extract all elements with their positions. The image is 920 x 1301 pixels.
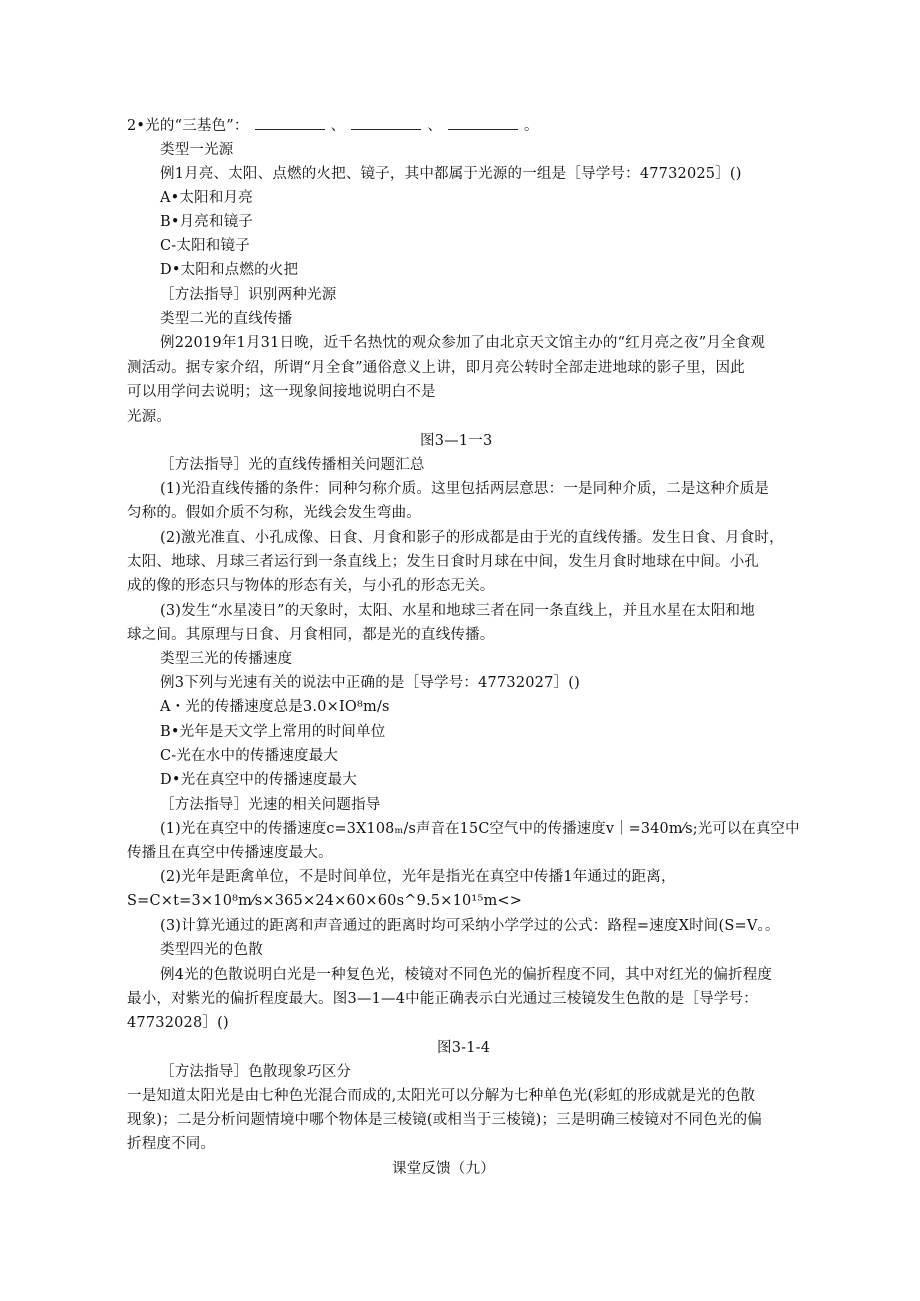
figure-caption: 图3-1-4 [437, 1040, 491, 1056]
option-c: C-光在水中的传播速度最大 [160, 748, 339, 764]
example-question: 例3下列与光速有关的说法中正确的是［导学号：47732027］() [160, 675, 580, 691]
paragraph-line: 光源。 [127, 409, 172, 425]
paragraph-line: (2)光年是距禽单位，不是时间单位，光年是指光在真空中传播1年通过的距离， [160, 869, 676, 885]
formula-line: S=C×t=3×10⁸m⁄s×365×24×60×60s^9.5×10¹⁵m<> [127, 893, 523, 909]
paragraph-line: 太阳、地球、月球三者运行到一条直线上；发生日食时月球在中间，发生月食时地球在中间。小孔 [127, 554, 760, 570]
paragraph-line: 测活动。据专家介绍，所谓“月全食”通俗意义上讲，即月亮公转时全部走进地球的影子里，因此 [127, 360, 745, 376]
answer-blank-1 [255, 115, 325, 130]
option-c: C-太阳和镜子 [160, 238, 250, 254]
paragraph-line: (3)计算光通过的距离和声音通过的距离时均可采纳小学学过的公式：路程=速度X时间(S=V。。 [160, 918, 780, 934]
paragraph-line: (1)光在真空中的传播速度c=3X108ₘ/s声音在15C空气中的传播速度v｜=340m⁄s;光可以在真空中 [160, 821, 800, 837]
separator: 、 [330, 118, 346, 134]
answer-blank-2 [351, 115, 421, 130]
method-guide: ［方法指导］识别两种光源 [160, 287, 337, 303]
example-question: 例1月亮、太阳、点燃的火把、镜子，其中都属于光源的一组是［导学号：47732025］() [160, 166, 742, 182]
paragraph-line: 最小，对紫光的偏折程度最大。图3—1—4中能正确表示白光通过三棱镜发生色散的是［导学号： [127, 991, 758, 1007]
method-guide: ［方法指导］光速的相关问题指导 [160, 797, 381, 813]
example-question: 例4光的色散说明白光是一种复色光，棱镜对不同色光的偏折程度不同，其中对红光的偏折程度 [160, 967, 773, 983]
paragraph-line: 现象)；二是分析问题情境中哪个物体是三棱镜(或相当于三棱镜)；三是明确三棱镜对不同色光的偏 [127, 1112, 762, 1128]
option-d: D•光在真空中的传播速度最大 [160, 772, 357, 788]
paragraph-line: (2)激光准直、小孔成像、日食、月食和影子的形成都是由于光的直线传播。发生日食、月食时， [160, 530, 784, 546]
section-title: 课堂反馈（九） [392, 1161, 495, 1177]
paragraph-line: 球之间。其原理与日食、月食相同，都是光的直线传播。 [127, 627, 495, 643]
separator: 、 [427, 118, 443, 134]
question-prefix: 2•光的“三基色”： [127, 118, 249, 134]
paragraph-line: 成的像的形态只与物体的形态有关，与小孔的形态无关。 [127, 578, 495, 594]
option-b: B•月亮和镜子 [160, 214, 254, 230]
paragraph-line: 折程度不同。 [127, 1136, 216, 1152]
example-question: 例22019年1月31日晚，近千名热忱的观众参加了由北京天文馆主办的“红月亮之夜”月全食观 [160, 335, 766, 351]
option-d: D•太阳和点燃的火把 [160, 262, 299, 278]
paragraph-line: 匀称的。假如介质不匀称，光线会发生弯曲。 [127, 505, 421, 521]
paragraph-line: 47732028］() [127, 1015, 229, 1031]
method-guide: ［方法指导］色散现象巧区分 [160, 1064, 352, 1080]
paragraph-line: 一是知道太阳光是由七种色光混合而成的,太阳光可以分解为七种单色光(彩虹的形成就是光的色散 [127, 1088, 756, 1104]
question-three-primary-colors [127, 115, 539, 136]
section-heading: 类型二光的直线传播 [160, 311, 293, 327]
option-a: A・光的传播速度总是3.0×IO⁸m/s [160, 699, 390, 715]
option-b: B•光年是天文学上常用的时间单位 [160, 724, 386, 740]
question-end: 。 [524, 118, 539, 134]
section-heading: 类型一光源 [160, 142, 234, 158]
paragraph-line: (3)发生“水星凌日”的天象时，太阳、水星和地球三者在同一条直线上，并且水星在太阳和地 [160, 603, 755, 619]
option-a: A•太阳和月亮 [160, 190, 253, 206]
method-guide: ［方法指导］光的直线传播相关问题汇总 [160, 457, 425, 473]
paragraph-line: 可以用学问去说明；这一现象间接地说明白不是 [127, 384, 436, 400]
answer-blank-3 [448, 115, 518, 130]
paragraph-line: (1)光沿直线传播的条件：同种匀称介质。这里包括两层意思：一是同种介质，二是这种介质是 [160, 481, 770, 497]
section-heading: 类型三光的传播速度 [160, 651, 293, 667]
paragraph-line: 传播且在真空中传播速度最大。 [127, 845, 333, 861]
figure-caption: 图3—1一3 [420, 433, 493, 449]
section-heading: 类型四光的色散 [160, 942, 263, 958]
